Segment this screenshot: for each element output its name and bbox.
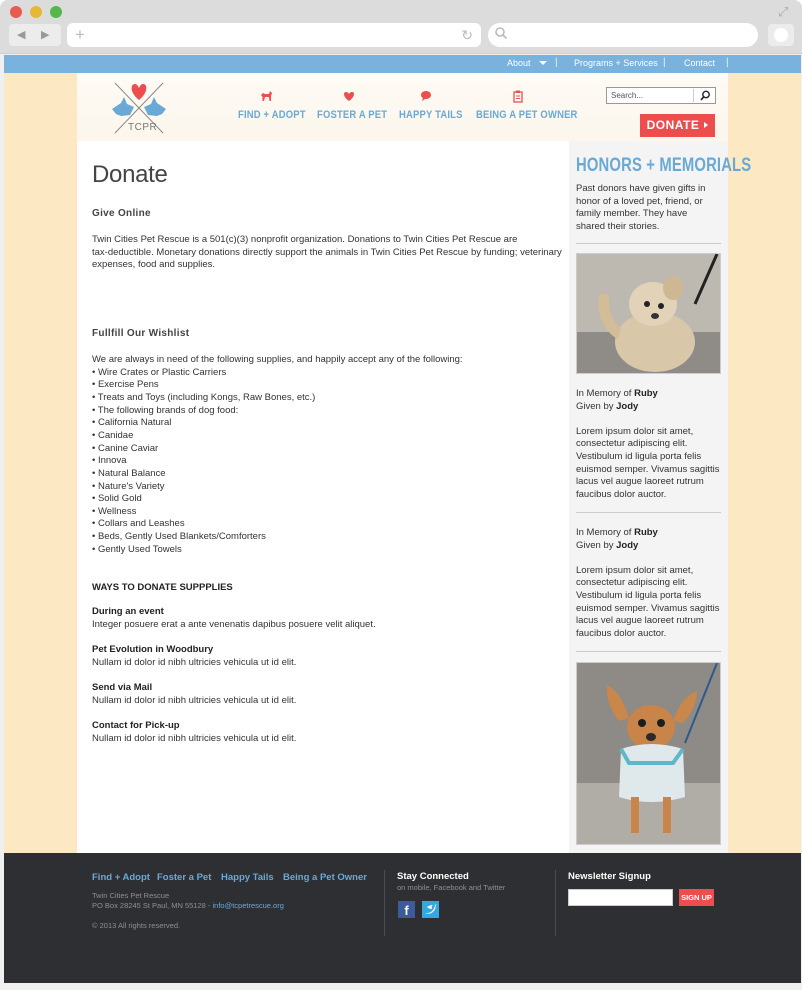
list-item: • Canine Caviar <box>92 442 159 454</box>
utility-nav <box>4 55 801 73</box>
newsletter-email-input[interactable] <box>568 889 673 906</box>
list-item: • Canidae <box>92 429 134 441</box>
dog-icon <box>259 89 273 103</box>
way-title: During an event <box>92 606 164 617</box>
close-window-button[interactable] <box>10 6 22 18</box>
way-text: Integer posuere erat a ante venenatis dapibus posuere velit aliquet. <box>92 618 376 630</box>
way-text: Nullam id dolor id nibh ultricies vehicula ut id elit. <box>92 732 297 744</box>
given-line <box>576 401 721 414</box>
heart-icon <box>342 89 356 103</box>
chihuahua-photo <box>576 662 721 845</box>
chevron-down-icon <box>539 61 547 65</box>
fullscreen-icon[interactable]: ⤢ <box>778 4 789 19</box>
nav-happy-tails[interactable]: HAPPY TAILS <box>399 109 463 121</box>
list-item: • Gently Used Towels <box>92 543 182 555</box>
donor-name: Jody <box>616 400 639 412</box>
page-title: Donate <box>92 161 168 188</box>
given-prefix: Given by <box>576 400 617 412</box>
memory-line <box>576 527 721 540</box>
nav-separator: | <box>555 57 558 68</box>
way-title: Pet Evolution in Woodbury <box>92 644 214 655</box>
memory-prefix: In Memory of <box>576 527 635 538</box>
logo-text: TCPR <box>128 122 158 133</box>
stay-connected-heading: Stay Connected <box>397 871 469 882</box>
facebook-icon[interactable]: f <box>398 901 415 918</box>
site-header <box>77 73 728 141</box>
newsletter-heading: Newsletter Signup <box>568 871 651 882</box>
give-online-line: expenses, food and supplies. <box>92 259 216 271</box>
list-item: • Wellness <box>92 505 137 517</box>
browser-search-field[interactable] <box>488 23 758 47</box>
terrier-photo <box>576 253 721 374</box>
way-title: Send via Mail <box>92 682 153 693</box>
wishlist-heading: Fullfill Our Wishlist <box>92 328 190 339</box>
email-link[interactable]: info@tcpetrescue.org <box>212 901 284 910</box>
way-item <box>92 644 562 669</box>
list-item: • Innova <box>92 455 127 467</box>
footer-link-find-adopt[interactable]: Find + Adopt <box>92 872 150 883</box>
list-item: • Natural Balance <box>92 467 166 479</box>
search-divider <box>693 89 694 102</box>
footer-link-happy-tails[interactable]: Happy Tails <box>221 872 274 883</box>
site-search <box>606 87 716 104</box>
memorial-story: Lorem ipsum dolor sit amet, consectetur adipiscing elit. Vestibulum id ligula porta felis euismod semper. Vivamus sagittis lacus vel augue laoreet rutrum faucibus dolor auctor. <box>576 425 720 500</box>
back-icon[interactable]: ◀ <box>17 29 26 41</box>
browser-toolbar <box>0 0 802 54</box>
list-item: • Wire Crates or Plastic Carriers <box>92 366 227 378</box>
forward-icon[interactable]: ▶ <box>41 29 50 41</box>
nav-separator: | <box>663 57 666 68</box>
footer-divider <box>555 870 556 936</box>
way-title: Contact for Pick-up <box>92 720 180 731</box>
nav-separator: | <box>726 57 729 68</box>
memorial-entry <box>576 388 721 501</box>
content-area <box>77 73 752 853</box>
divider <box>576 512 721 513</box>
address-bar[interactable] <box>67 23 481 47</box>
extension-icon <box>774 28 788 42</box>
donate-button[interactable] <box>640 114 715 137</box>
site-footer <box>4 853 801 983</box>
chevron-right-icon <box>704 122 708 128</box>
minimize-window-button[interactable] <box>30 6 42 18</box>
twitter-icon[interactable] <box>422 901 439 918</box>
footer-link-foster[interactable]: Foster a Pet <box>157 872 212 883</box>
ways-heading: WAYS TO DONATE SUPPPLIES <box>92 582 233 593</box>
list-item: • Nature's Variety <box>92 480 165 492</box>
search-input[interactable] <box>611 89 693 102</box>
chihuahua-image <box>577 663 721 845</box>
org-name: Twin Cities Pet Rescue <box>92 891 170 900</box>
memory-prefix: In Memory of <box>576 388 635 399</box>
wishlist-list <box>92 367 562 557</box>
page-background <box>4 73 801 853</box>
list-item: • Collars and Leashes <box>92 518 185 530</box>
given-line <box>576 540 721 553</box>
give-online-line: tax-deductible. Monetary donations directly support the animals in Twin Cities Pet Rescue by funding; veterinary <box>92 246 562 258</box>
way-text: Nullam id dolor id nibh ultricies vehicula ut id elit. <box>92 694 297 706</box>
wishlist-intro: We are always in need of the following supplies, and happily accept any of the following: <box>92 354 463 365</box>
way-item <box>92 720 562 745</box>
new-tab-icon[interactable]: + <box>75 25 85 44</box>
footer-address <box>92 891 284 911</box>
speech-bubble-icon <box>419 89 433 103</box>
nav-find-adopt[interactable]: FIND + ADOPT <box>238 109 306 121</box>
search-icon <box>494 26 508 40</box>
sign-up-button[interactable]: SIGN UP <box>679 889 714 906</box>
search-icon[interactable] <box>697 89 713 103</box>
donate-button-label: DONATE <box>646 118 700 132</box>
list-item: • Solid Gold <box>92 493 142 505</box>
way-item <box>92 606 562 631</box>
topnav-contact[interactable]: Contact <box>684 58 716 68</box>
nav-foster-pet[interactable]: FOSTER A PET <box>317 109 388 121</box>
pet-name: Ruby <box>634 388 658 399</box>
way-item <box>92 682 562 707</box>
address-line <box>92 901 284 911</box>
pet-name: Ruby <box>634 527 658 538</box>
sidebar-intro: Past donors have given gifts in honor of a loved pet, friend, or family member. They have shared their stories. <box>576 183 706 232</box>
given-prefix: Given by <box>576 539 617 551</box>
memorial-entry <box>576 527 721 640</box>
tcpr-logo[interactable] <box>107 81 171 135</box>
address-text: PO Box 28245 St Paul, MN 55128 - <box>92 901 213 910</box>
honors-sidebar <box>569 141 752 853</box>
list-item: • Treats and Toys (including Kongs, Raw Bones, etc.) <box>92 391 316 403</box>
footer-link-pet-owner[interactable]: Being a Pet Owner <box>283 872 367 883</box>
maximize-window-button[interactable] <box>50 6 62 18</box>
give-online-text <box>92 234 562 272</box>
topnav-programs[interactable]: Programs + Services <box>574 58 658 68</box>
footer-divider <box>384 870 385 936</box>
memorial-story: Lorem ipsum dolor sit amet, consectetur adipiscing elit. Vestibulum id ligula porta felis euismod semper. Vivamus sagittis lacus vel augue laoreet rutrum faucibus dolor auctor. <box>576 564 720 639</box>
memory-line <box>576 388 721 401</box>
divider <box>576 651 721 652</box>
list-item: • Exercise Pens <box>92 379 159 391</box>
list-item: • Beds, Gently Used Blankets/Comforters <box>92 531 266 543</box>
stay-connected-sub: on mobile, Facebook and Twitter <box>397 883 506 892</box>
twitter-bird-icon <box>422 901 439 918</box>
clipboard-icon <box>511 89 525 103</box>
sidebar-title: HONORS + MEMORIALS <box>576 155 752 176</box>
copyright: © 2013 All rights reserved. <box>92 921 181 930</box>
give-online-heading: Give Online <box>92 208 151 219</box>
nav-being-pet-owner[interactable]: BEING A PET OWNER <box>476 109 578 121</box>
terrier-image <box>577 254 721 374</box>
reload-icon[interactable]: ↻ <box>461 27 473 43</box>
list-item: • The following brands of dog food: <box>92 404 239 416</box>
extension-button[interactable] <box>768 24 794 46</box>
list-item: • California Natural <box>92 417 172 429</box>
way-text: Nullam id dolor id nibh ultricies vehicula ut id elit. <box>92 656 297 668</box>
divider <box>576 243 721 244</box>
give-online-line: Twin Cities Pet Rescue is a 501(c)(3) nonprofit organization. Donations to Twin Cities Pet Rescue are <box>92 234 518 245</box>
topnav-about-label: About <box>507 58 531 68</box>
topnav-about[interactable] <box>507 58 547 68</box>
donor-name: Jody <box>616 539 639 551</box>
history-buttons <box>9 24 61 46</box>
